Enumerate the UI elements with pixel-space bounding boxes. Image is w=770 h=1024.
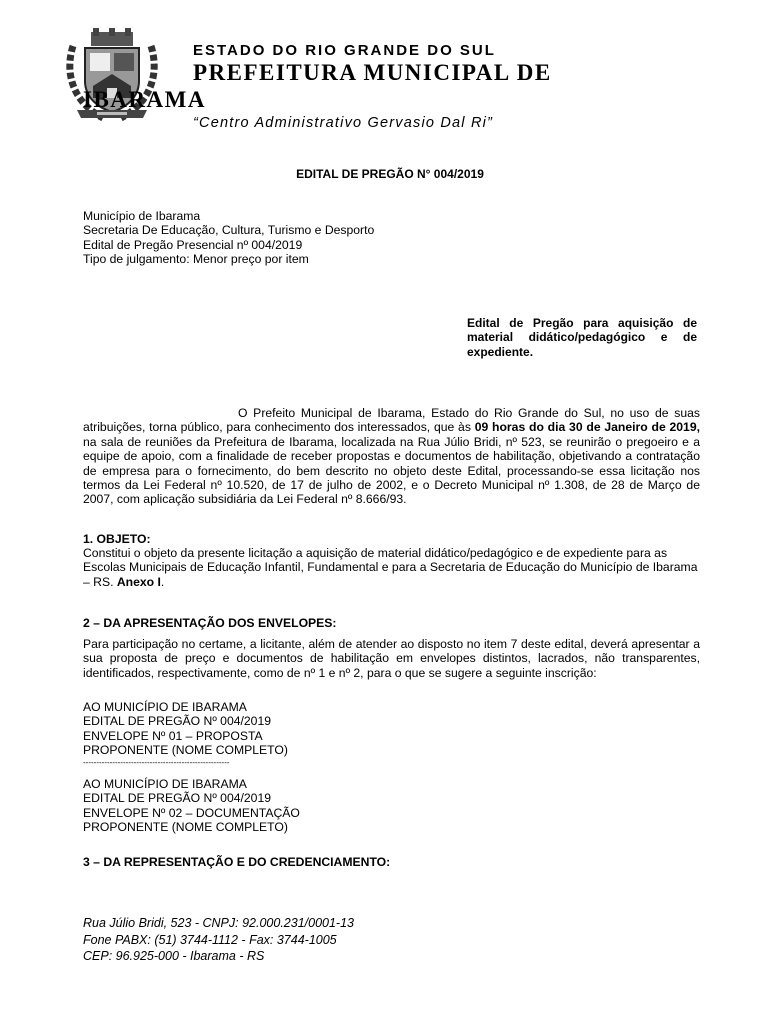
separator-line: ------------------------------------------------------- xyxy=(83,757,230,767)
envelope2-line: AO MUNICÍPIO DE IBARAMA xyxy=(83,777,247,791)
intro-line: Município de Ibarama xyxy=(83,209,201,223)
section1-annex: Anexo I xyxy=(116,574,161,589)
preamble-paragraph xyxy=(83,406,700,507)
section1-text: Constitui o objeto da presente licitação a aquisição de material didático/pedagógico e de expediente para as Escolas Municipais de Educação Infantil, Fundamental e para a Secretaria de Educação do Município de Ibarama – RS. xyxy=(83,546,698,589)
admin-center-name: “Centro Administrativo Gervasio Dal Ri” xyxy=(193,115,494,131)
footer-address xyxy=(83,915,354,965)
envelope2-line: ENVELOPE Nº 02 – DOCUMENTAÇÃO xyxy=(83,805,300,820)
prefeitura-title: PREFEITURA MUNICIPAL DE xyxy=(193,60,552,85)
footer-line: CEP: 96.925-000 - Ibarama - RS xyxy=(83,949,265,963)
prefeitura-title-continued: IBARAMA xyxy=(83,87,206,112)
preamble-text-start: O Prefeito Municipal de Ibarama, Estado do Rio Grande do Sul, no uso de suas atribuições, torna público, para conhecimento dos interessados, que às xyxy=(83,406,700,435)
section1-tail: . xyxy=(160,574,165,589)
intro-line: Secretaria De Educação, Cultura, Turismo e Desporto xyxy=(83,223,375,238)
section2-paragraph: Para participação no certame, a licitante, além de atender ao disposto no item 7 deste edital, deverá apresentar a sua proposta de preço e documentos de habilitação em envelopes distintos, lacrados, não transparentes, identificados, respectivamente, como de nº 1 e nº 2, para o que se sugere a seguinte inscrição: xyxy=(83,637,700,680)
intro-block xyxy=(83,209,700,267)
envelope2-line: EDITAL DE PREGÃO Nº 004/2019 xyxy=(83,791,272,806)
section1-heading: 1. OBJETO: xyxy=(83,532,151,546)
intro-line: Tipo de julgamento: Menor preço por item xyxy=(83,252,309,267)
envelope1-block xyxy=(83,700,700,768)
state-name: ESTADO DO RIO GRANDE DO SUL xyxy=(193,42,496,59)
envelope1-line: PROPONENTE (NOME COMPLETO) xyxy=(83,743,288,758)
preamble-date: 09 horas do dia 30 de Janeiro de 2019, xyxy=(474,420,700,435)
section1-paragraph xyxy=(83,546,700,589)
section3-heading: 3 – DA REPRESENTAÇÃO E DO CREDENCIAMENTO: xyxy=(83,855,391,869)
intro-line: Edital de Pregão Presencial nº 004/2019 xyxy=(83,237,303,252)
envelope1-line: ENVELOPE Nº 01 – PROPOSTA xyxy=(83,728,263,743)
envelope1-line: AO MUNICÍPIO DE IBARAMA xyxy=(83,700,247,714)
envelope1-line: EDITAL DE PREGÃO Nº 004/2019 xyxy=(83,714,272,729)
footer-line: Fone PABX: (51) 3744-1112 - Fax: 3744-1005 xyxy=(83,932,337,947)
preamble-text-end: na sala de reuniões da Prefeitura de Ibarama, localizada na Rua Júlio Bridi, nº 523, se reunirão o pregoeiro e a equipe de apoio, com a finalidade de receber propostas e documentos de habilitação, objetivando a contratação de empresa para o fornecimento, do bem descrito no objeto deste Edital, processando-se essa licitação nos termos da Lei Federal nº 10.520, de 17 de julho de 2002, e o Decreto Municipal nº 1.308, de 28 de Março de 2007, com aplicação subsidiária da Lei Federal nº 8.666/93. xyxy=(83,434,700,507)
envelope2-block xyxy=(83,777,700,835)
section2-heading: 2 – DA APRESENTAÇÃO DOS ENVELOPES: xyxy=(83,616,337,630)
footer-line: Rua Júlio Bridi, 523 - CNPJ: 92.000.231/0001-13 xyxy=(83,916,354,930)
edital-subject: Edital de Pregão para aquisição de material didático/pedagógico e de expediente. xyxy=(467,316,697,359)
edital-title: EDITAL DE PREGÃO N° 004/2019 xyxy=(296,167,484,181)
envelope2-line: PROPONENTE (NOME COMPLETO) xyxy=(83,820,288,835)
